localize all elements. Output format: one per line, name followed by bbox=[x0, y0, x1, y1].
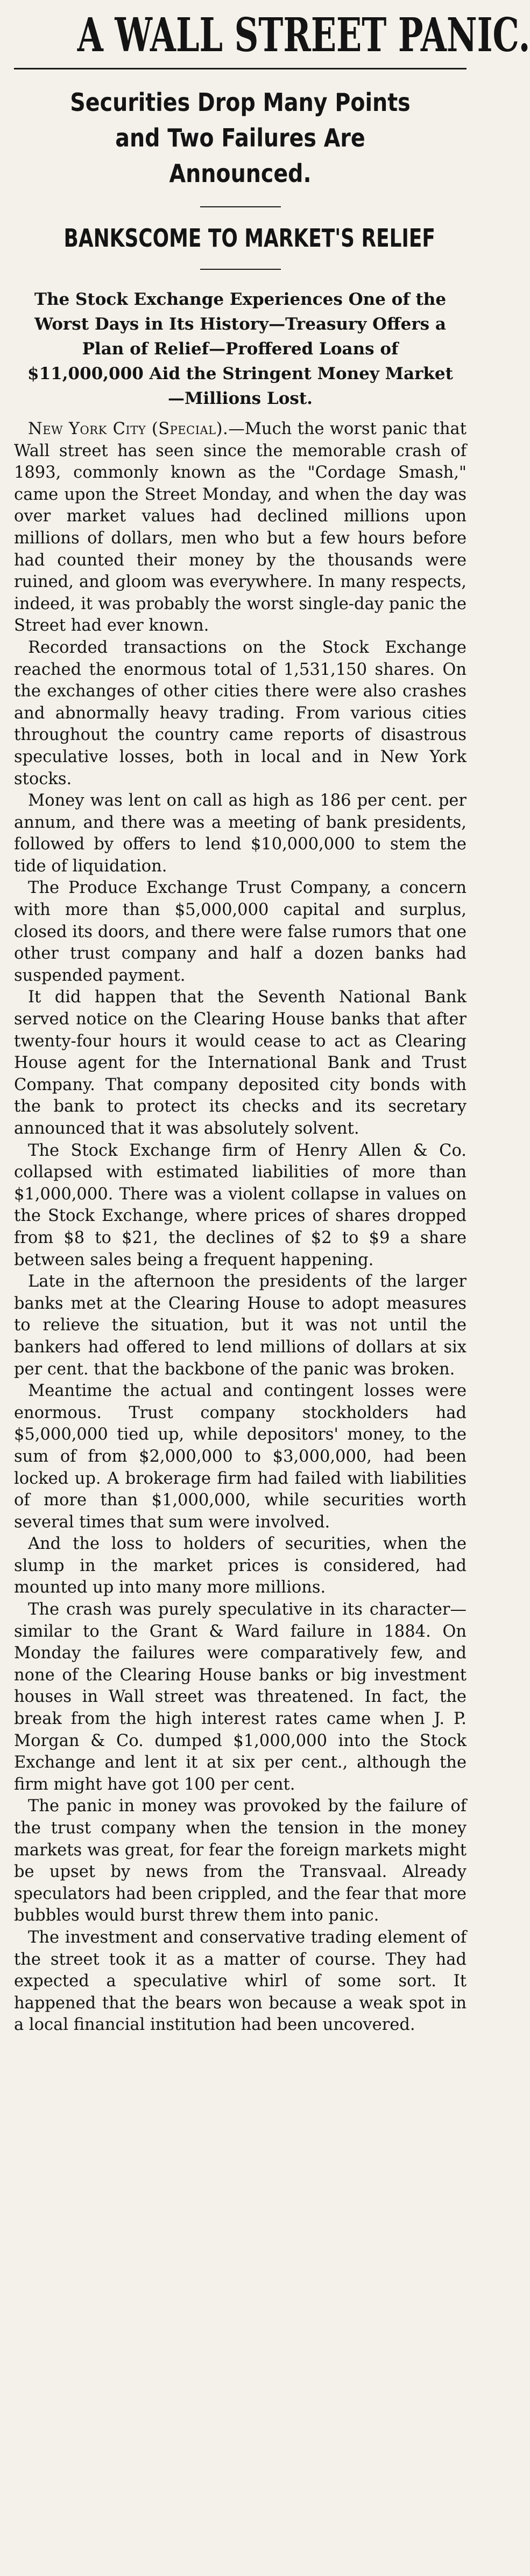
article-paragraph: The crash was purely speculative in its character—similar to the Grant & Ward failure in 1884. On Monday the failures were comparatively few, and none of the Clearing House banks or big investment houses in Wall street was threatened. In fact, the break from the high interest rates came when J. P. Morgan & Co. dumped $1,000,000 into the Stock Exchange and lent it at six per cent., although the firm might have got 100 per cent. bbox=[14, 1600, 467, 1794]
article-body bbox=[14, 418, 467, 2036]
dateline: New York City (Special). bbox=[28, 420, 229, 438]
summary-deck: The Stock Exchange Experiences One of the Worst Days in Its History—Treasury Offers a Plan of Relief—Proffered Loans of $11,000,000 Aid the Stringent Money Market—Millions Lost. bbox=[27, 290, 453, 408]
article-paragraph: Recorded transactions on the Stock Exchange reached the enormous total of 1,531,150 shares. On the exchanges of other cities there were also crashes and abnormally heavy trading. From various cities throughout the country came reports of disastrous speculative losses, both in local and in New York stocks. bbox=[14, 638, 467, 788]
article-paragraph: And the loss to holders of securities, when the slump in the market prices is considered, had mounted up into many more millions. bbox=[14, 1534, 467, 1597]
article-paragraph-text: —Much the worst panic that Wall street has seen since the memorable crash of 1893, commonly known as the "Cordage Smash," came upon the Street Monday, and when the day was over market values had declined millions upon millions of dollars, men who but a few hours before had counted their money by the thousands were ruined, and gloom was everywhere. In many respects, indeed, it was probably the worst single-day panic the Street had ever known. bbox=[14, 420, 467, 636]
article-paragraph: Late in the afternoon the presidents of the larger banks met at the Clearing House to adopt measures to relieve the situation, but it was not until the bankers had offered to lend millions of dollars at six per cent. that the backbone of the panic was broken. bbox=[14, 1272, 467, 1379]
article-paragraph: It did happen that the Seventh National Bank served notice on the Clearing House banks that after twenty-four hours it would cease to act as Clearing House agent for the International Bank and Trust Company. That company deposited city bonds with the bank to protect its checks and its secretary announced that it was absolutely solvent. bbox=[14, 988, 467, 1138]
secondary-headline: BANKSCOME TO MARKET'S RELIEF bbox=[63, 224, 435, 253]
article-paragraph: The panic in money was provoked by the failure of the trust company when the tension in the money markets was great, for fear the foreign markets might be upset by news from the Transvaal. Already speculators had been crippled, and the fear that more bubbles would burst threw them into panic. bbox=[14, 1797, 467, 1925]
article-paragraph bbox=[14, 418, 467, 637]
article-paragraph: Meantime the actual and contingent losses were enormous. Trust company stockholders had $5,000,000 tied up, while depositors' money, to the sum of from $2,000,000 to $3,000,000, had been locked up. A brokerage firm had failed with liabilities of more than $1,000,000, while securities worth several times that sum were involved. bbox=[14, 1381, 467, 1532]
headline: A WALL STREET PANIC. bbox=[77, 8, 530, 62]
subheadline: Securities Drop Many Points and Two Failures Are Announced. bbox=[70, 88, 411, 188]
article-paragraph: Money was lent on call as high as 186 per cent. per annum, and there was a meeting of bank presidents, followed by offers to lend $10,000,000 to stem the tide of liquidation. bbox=[14, 791, 467, 876]
article-paragraph: The Stock Exchange firm of Henry Allen & Co. collapsed with estimated liabilities of more than $1,000,000. There was a violent collapse in values on the Stock Exchange, where prices of shares dropped from $8 to $21, the declines of $2 to $9 a share between sales being a frequent happening. bbox=[14, 1141, 467, 1269]
article-paragraph: The investment and conservative trading element of the street took it as a matter of course. They had expected a speculative whirl of some sort. It happened that the bears won because a weak spot in a local financial institution had been uncovered. bbox=[14, 1928, 467, 2035]
article-paragraph: The Produce Exchange Trust Company, a concern with more than $5,000,000 capital and surplus, closed its doors, and there were false rumors that one other trust company and half a dozen banks had suspended payment. bbox=[14, 878, 467, 985]
